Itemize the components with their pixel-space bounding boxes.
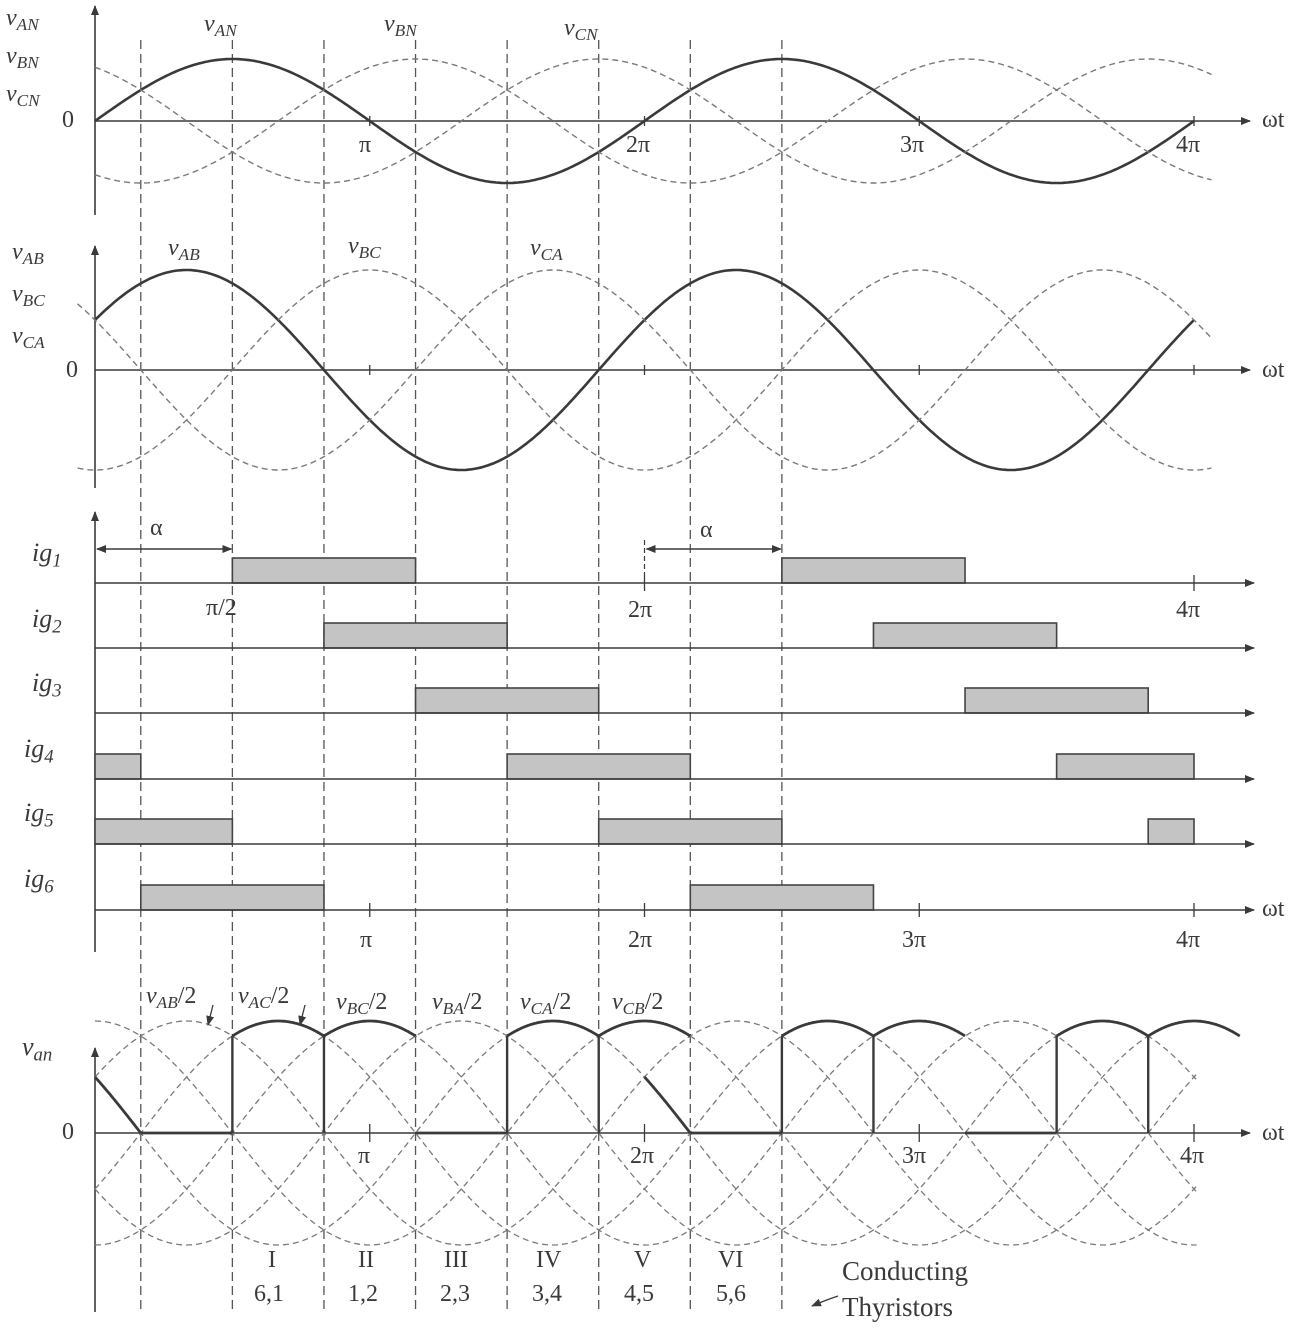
p4-tick-4pi: 4π (1180, 1143, 1205, 1169)
van-waveform (324, 1021, 416, 1036)
gate-pulse-ig2 (324, 623, 507, 648)
gate-label-ig2: $ig_2$ (32, 604, 62, 638)
van-waveform (782, 1021, 874, 1036)
thyristors-annotation: Thyristors (842, 1292, 953, 1322)
p3-tick-4pi: 4π (1176, 597, 1201, 623)
gate-pulse-ig2 (873, 623, 1056, 648)
line-voltage-panel (78, 246, 1251, 488)
p1-curve-label-vbn: $v_{BN}$ (384, 11, 417, 41)
p3-tick-4pi-bottom: 4π (1176, 927, 1201, 953)
p1-curve-label-vcn: $v_{CN}$ (564, 15, 598, 45)
interval-roman-4: IV (536, 1247, 562, 1273)
gate-pulse-ig4 (1057, 754, 1194, 779)
p2-xlabel: ωt (1262, 357, 1285, 383)
gate-pulse-ig5 (95, 819, 232, 844)
gate-pulse-ig5 (1148, 819, 1194, 844)
van-waveform (507, 1021, 599, 1036)
gate-signal-panel (95, 512, 1254, 952)
van-waveform (645, 1077, 691, 1133)
p3-tick-2pi: 2π (628, 597, 653, 623)
van-waveform (599, 1021, 691, 1036)
interval-roman-2: II (358, 1247, 374, 1273)
gate-pulse-ig1 (232, 558, 415, 583)
p2-curve-label-vbc: $v_{BC}$ (348, 233, 381, 263)
p1-curve-label-van: $v_{AN}$ (204, 11, 237, 41)
env-label-vbc: $v_{BC}/2$ (336, 989, 388, 1019)
interval-thyristors-3: 2,3 (440, 1281, 470, 1307)
gate-label-ig5: $ig_5$ (24, 798, 54, 832)
env-label-vab: $v_{AB}/2$ (146, 983, 197, 1013)
env-label-vcb: $v_{CB}/2$ (612, 989, 664, 1019)
gate-label-ig4: $ig_4$ (24, 734, 54, 768)
p1-tick-pi: π (359, 132, 372, 158)
p4-zero-label: 0 (62, 1119, 74, 1145)
van-waveform (1148, 1021, 1240, 1036)
p2-ylabel-vca: $v_{CA}$ (12, 323, 45, 353)
p2-curve-label-vab: $v_{AB}$ (168, 235, 200, 265)
gate-label-ig3: $ig_3$ (32, 668, 62, 702)
p3-tick-2pi-bottom: 2π (628, 927, 653, 953)
p4-tick-2pi: 2π (630, 1143, 655, 1169)
interval-thyristors-2: 1,2 (348, 1281, 378, 1307)
p3-tick-pi: π (360, 927, 373, 953)
p3-tick-3pi: 3π (902, 927, 927, 953)
label-pointer-icon (300, 1005, 305, 1025)
gate-label-ig1: $ig_1$ (32, 538, 62, 572)
van-waveform (95, 1077, 141, 1133)
p3-xlabel: ωt (1262, 896, 1285, 922)
env-label-vba: $v_{BA}/2$ (432, 989, 483, 1019)
gate-pulse-ig3 (965, 688, 1148, 713)
p4-tick-pi: π (358, 1143, 371, 1169)
gate-pulse-ig1 (782, 558, 965, 583)
gate-pulse-ig6 (690, 885, 873, 910)
p1-xlabel: ωt (1262, 107, 1285, 133)
conducting-arrow-icon (812, 1296, 838, 1306)
env-label-vca: $v_{CA}/2$ (520, 989, 572, 1019)
tick-pi-over-2: π/2 (206, 595, 237, 621)
gate-pulse-ig4 (507, 754, 690, 779)
label-pointer-icon (208, 1005, 213, 1025)
phase-voltage-panel (95, 6, 1250, 215)
p2-ylabel-vab: $v_{AB}$ (12, 239, 44, 269)
gate-pulse-ig3 (416, 688, 599, 713)
p1-tick-4pi: 4π (1176, 132, 1201, 158)
alpha-label-2: α (700, 517, 713, 543)
env-label-vac: $v_{AC}/2$ (238, 983, 290, 1013)
interval-thyristors-1: 6,1 (254, 1281, 284, 1307)
p1-tick-3pi: 3π (900, 132, 925, 158)
p1-ylabel-vbn: $v_{BN}$ (6, 43, 39, 73)
van-waveform (232, 1021, 324, 1036)
conducting-annotation: Conducting (842, 1256, 968, 1286)
van-waveform (874, 1021, 966, 1036)
interval-thyristors-5: 4,5 (624, 1281, 654, 1307)
p4-xlabel: ωt (1262, 1120, 1285, 1146)
p2-curve-label-vca: $v_{CA}$ (530, 235, 563, 265)
interval-roman-3: III (444, 1247, 468, 1273)
p4-tick-3pi: 3π (902, 1143, 927, 1169)
p1-zero-label: 0 (62, 107, 74, 133)
interval-roman-1: I (268, 1247, 276, 1273)
gate-pulse-ig6 (141, 885, 324, 910)
p2-zero-label: 0 (66, 357, 78, 383)
interval-thyristors-6: 5,6 (716, 1281, 746, 1307)
p2-ylabel-vbc: $v_{BC}$ (12, 281, 45, 311)
van-waveform (1057, 1021, 1149, 1036)
interval-thyristors-4: 3,4 (532, 1281, 562, 1307)
gate-label-ig6: $ig_6$ (24, 864, 54, 898)
firing-angle-guides (141, 40, 782, 1312)
p1-tick-2pi: 2π (626, 132, 651, 158)
p4-ylabel-van: $v_{an}$ (22, 1032, 53, 1066)
p1-ylabel-van: $v_{AN}$ (6, 5, 39, 35)
p1-ylabel-vcn: $v_{CN}$ (6, 81, 40, 111)
gate-pulse-ig4 (95, 754, 141, 779)
interval-roman-5: V (634, 1247, 652, 1273)
interval-roman-6: VI (718, 1247, 744, 1273)
alpha-label-1: α (150, 515, 163, 541)
gate-pulse-ig5 (599, 819, 782, 844)
